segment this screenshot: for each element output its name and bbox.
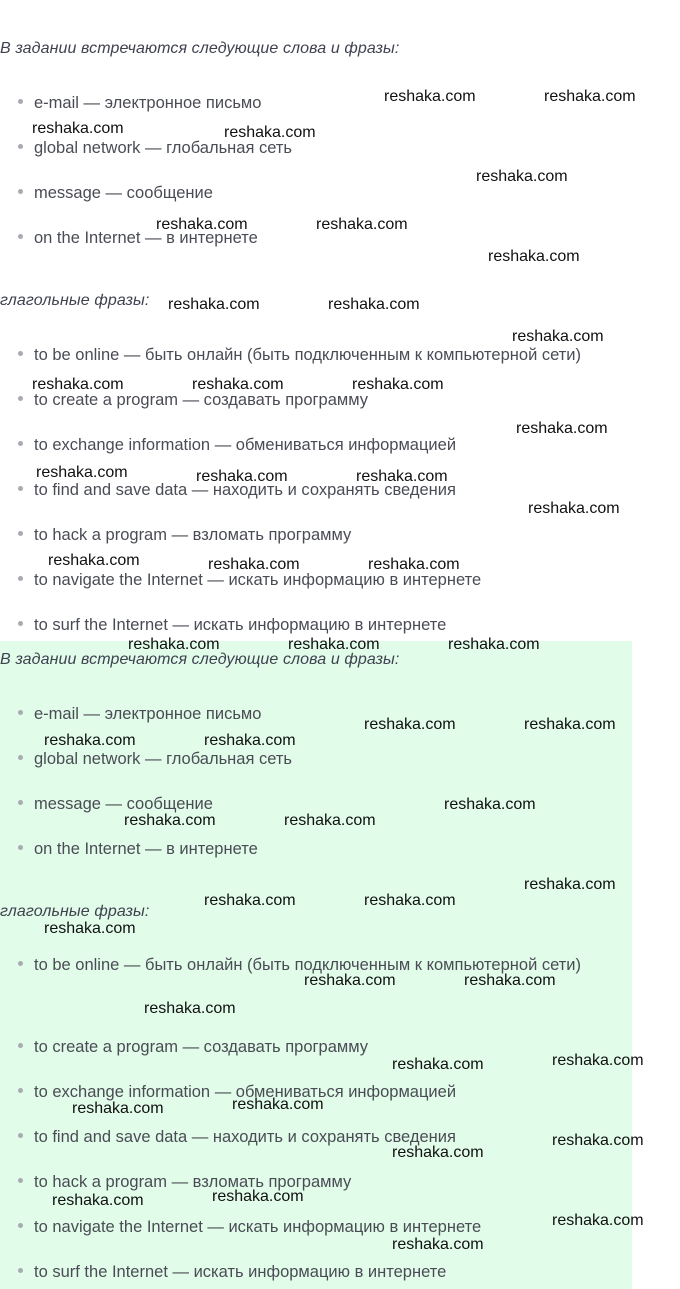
bullet-icon (18, 1223, 23, 1228)
watermark-text: reshaka.com (528, 500, 620, 517)
list-item: to navigate the Internet — искать информацию в интернете (18, 1218, 481, 1237)
section-heading: В задании встречаются следующие слова и фразы: (0, 651, 400, 668)
watermark-text: reshaka.com (124, 812, 216, 829)
watermark-text: reshaka.com (392, 1236, 484, 1253)
watermark-text: reshaka.com (192, 376, 284, 393)
list-item: on the Internet — в интернете (18, 840, 258, 859)
bullet-icon (18, 755, 23, 760)
list-item: global network — глобальная сеть (18, 139, 292, 158)
watermark-text: reshaka.com (288, 636, 380, 653)
watermark-text: reshaka.com (48, 552, 140, 569)
bullet-icon (18, 710, 23, 715)
bullet-icon (18, 1178, 23, 1183)
watermark-text: reshaka.com (448, 636, 540, 653)
list-item: to hack a program — взломать программу (18, 1173, 351, 1192)
watermark-text: reshaka.com (204, 892, 296, 909)
watermark-text: reshaka.com (212, 1188, 304, 1205)
watermark-text: reshaka.com (204, 732, 296, 749)
watermark-text: reshaka.com (516, 420, 608, 437)
watermark-text: reshaka.com (392, 1144, 484, 1161)
watermark-text: reshaka.com (352, 376, 444, 393)
list-item: to exchange information — обмениваться информацией (18, 1083, 456, 1102)
list-item: to surf the Internet — искать информацию в интернете (18, 616, 446, 635)
list-item: e-mail — электронное письмо (18, 705, 261, 724)
bullet-icon (18, 845, 23, 850)
watermark-text: reshaka.com (328, 296, 420, 313)
bullet-icon (18, 1043, 23, 1048)
watermark-text: reshaka.com (544, 88, 636, 105)
watermark-text: reshaka.com (144, 1000, 236, 1017)
list-item: message — сообщение (18, 184, 213, 203)
bullet-icon (18, 576, 23, 581)
watermark-text: reshaka.com (512, 328, 604, 345)
list-item: to navigate the Internet — искать информацию в интернете (18, 571, 481, 590)
list-item: to find and save data — находить и сохранять сведения (18, 1128, 456, 1147)
list-item: to be online — быть онлайн (быть подключенным к компьютерной сети) (18, 346, 581, 365)
watermark-text: reshaka.com (364, 716, 456, 733)
list-item: to create a program — создавать программу (18, 1038, 368, 1057)
watermark-text: reshaka.com (392, 1056, 484, 1073)
watermark-text: reshaka.com (44, 732, 136, 749)
watermark-text: reshaka.com (284, 812, 376, 829)
bullet-icon (18, 1133, 23, 1138)
watermark-text: reshaka.com (72, 1100, 164, 1117)
bullet-icon (18, 621, 23, 626)
bullet-icon (18, 351, 23, 356)
watermark-text: reshaka.com (524, 716, 616, 733)
watermark-text: reshaka.com (304, 972, 396, 989)
watermark-text: reshaka.com (156, 216, 248, 233)
list-item: to hack a program — взломать программу (18, 526, 351, 545)
watermark-text: reshaka.com (356, 468, 448, 485)
watermark-text: reshaka.com (32, 376, 124, 393)
watermark-text: reshaka.com (232, 1096, 324, 1113)
watermark-text: reshaka.com (488, 248, 580, 265)
bullet-icon (18, 961, 23, 966)
list-item: global network — глобальная сеть (18, 750, 292, 769)
list-item: to exchange information — обмениваться информацией (18, 436, 456, 455)
section-subheading: глагольные фразы: (0, 292, 150, 309)
bullet-icon (18, 144, 23, 149)
watermark-text: reshaka.com (368, 556, 460, 573)
watermark-text: reshaka.com (384, 88, 476, 105)
watermark-text: reshaka.com (36, 464, 128, 481)
bullet-icon (18, 396, 23, 401)
watermark-text: reshaka.com (552, 1052, 644, 1069)
watermark-text: reshaka.com (444, 796, 536, 813)
watermark-text: reshaka.com (196, 468, 288, 485)
watermark-text: reshaka.com (224, 124, 316, 141)
bullet-icon (18, 800, 23, 805)
bullet-icon (18, 189, 23, 194)
bullet-icon (18, 1268, 23, 1273)
watermark-text: reshaka.com (364, 892, 456, 909)
list-item: to be online — быть онлайн (быть подключенным к компьютерной сети) (18, 948, 618, 983)
watermark-text: reshaka.com (52, 1192, 144, 1209)
watermark-text: reshaka.com (524, 876, 616, 893)
bullet-icon (18, 99, 23, 104)
watermark-text: reshaka.com (476, 168, 568, 185)
watermark-text: reshaka.com (552, 1212, 644, 1229)
watermark-text: reshaka.com (208, 556, 300, 573)
watermark-text: reshaka.com (44, 920, 136, 937)
list-item: to create a program — создавать программу (18, 391, 368, 410)
watermark-text: reshaka.com (128, 636, 220, 653)
bullet-icon (18, 531, 23, 536)
section-heading: В задании встречаются следующие слова и фразы: (0, 40, 400, 57)
watermark-text: reshaka.com (168, 296, 260, 313)
watermark-text: reshaka.com (316, 216, 408, 233)
list-item: message — сообщение (18, 795, 213, 814)
list-item: to surf the Internet — искать информацию в интернете (18, 1263, 446, 1282)
bullet-icon (18, 1088, 23, 1093)
bullet-icon (18, 234, 23, 239)
watermark-text: reshaka.com (464, 972, 556, 989)
list-item: e-mail — электронное письмо (18, 94, 261, 113)
section-subheading: глагольные фразы: (0, 903, 150, 920)
watermark-text: reshaka.com (32, 120, 124, 137)
list-item: on the Internet — в интернете (18, 229, 258, 248)
watermark-text: reshaka.com (552, 1132, 644, 1149)
bullet-icon (18, 441, 23, 446)
bullet-icon (18, 486, 23, 491)
list-item: to find and save data — находить и сохранять сведения (18, 481, 456, 500)
